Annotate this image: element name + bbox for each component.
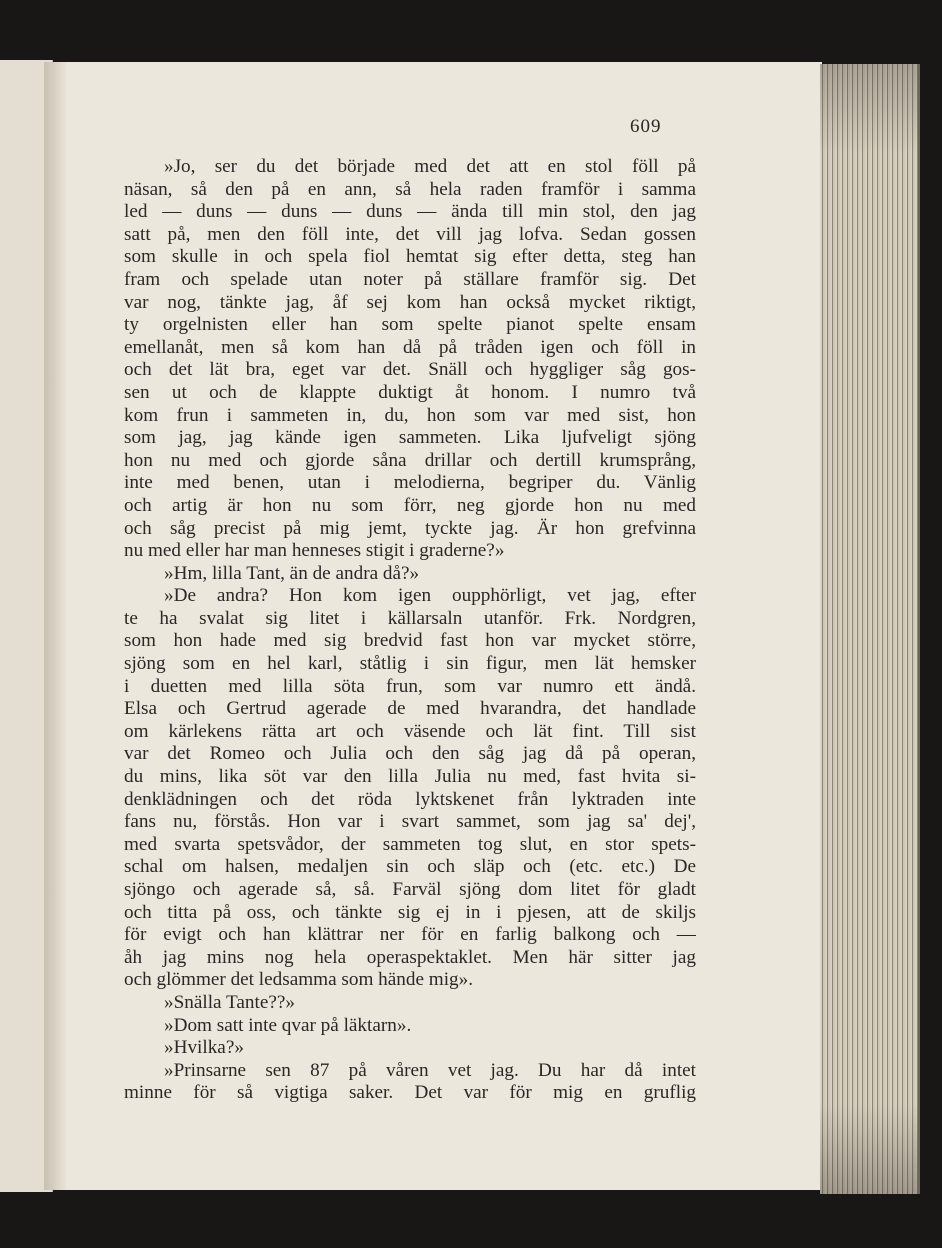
text-line: sjöng som en hel karl, ståtlig i sin figur, men lät hemsker <box>124 653 696 675</box>
text-line: var det Romeo och Julia och den såg jag då på operan, <box>124 743 696 765</box>
text-line: och såg precist på mig jemt, tyckte jag. Är hon grefvinna <box>124 517 696 539</box>
text-line: inte med benen, utan i melodierna, begriper du. Vänlig <box>124 472 696 494</box>
text-line: kom frun i sammeten in, du, hon som var med sist, hon <box>124 404 696 426</box>
text-line: och glömmer det ledsamma som hände mig». <box>124 969 474 991</box>
text-line: denklädningen och det röda lyktskenet från lyktraden inte <box>124 788 696 810</box>
text-line: »Hvilka?» <box>164 1037 244 1059</box>
text-line: led — duns — duns — duns — ända till min stol, den jag <box>124 201 696 223</box>
text-line: som hon hade med sig bredvid fast hon var mycket större, <box>124 630 696 652</box>
text-line: och det lät bra, eget var det. Snäll och hyggliger såg gos- <box>124 359 696 381</box>
text-line: emellanåt, men så kom han då på tråden igen och föll in <box>124 336 696 358</box>
text-line: om kärlekens rätta art och väsende och lät fint. Till sist <box>124 720 696 742</box>
text-line: »Prinsarne sen 87 på våren vet jag. Du har då intet <box>164 1059 696 1081</box>
body-text <box>124 156 696 1105</box>
text-line: fans nu, förstås. Hon var i svart sammet, som jag sa' dej', <box>124 811 696 833</box>
text-line: med svarta spetsvådor, der sammeten tog slut, en stor spets- <box>124 833 696 855</box>
text-line: »Jo, ser du det började med det att en stol föll på <box>164 156 696 177</box>
text-line: schal om halsen, medaljen sin och släp och (etc. etc.) De <box>124 856 696 878</box>
page-stack-shadow <box>820 64 918 1194</box>
text-line: som skulle in och spela fiol hemtat sig efter detta, steg han <box>124 246 696 268</box>
text-line: sen ut och de klappte duktigt åt honom. I numro två <box>124 381 696 403</box>
text-line: och titta på oss, och tänkte sig ej in i pjesen, att de skiljs <box>124 901 696 923</box>
text-line: »Snälla Tante??» <box>164 991 295 1013</box>
text-line: näsan, så den på en ann, så hela raden framför i samma <box>124 178 696 200</box>
text-line: minne för så vigtiga saker. Det var för mig en gruflig <box>124 1082 696 1104</box>
text-line: Elsa och Gertrud agerade de med hvarandra, det handlade <box>124 698 696 720</box>
text-line: satt på, men den föll inte, det vill jag lofva. Sedan gossen <box>124 223 696 245</box>
text-line: fram och spelade utan noter på ställare framför sig. Det <box>124 268 696 290</box>
text-line: och artig är hon nu som förr, neg gjorde hon nu med <box>124 494 696 516</box>
text-line: te ha svalat sig litet i källarsaln utanför. Frk. Nordgren, <box>124 607 696 629</box>
text-line: ty orgelnisten eller han som spelte pianot spelte ensam <box>124 314 696 336</box>
text-line: för evigt och han klättrar ner för en farlig balkong och — <box>124 924 696 946</box>
text-line: åh jag mins nog hela operaspektaklet. Men här sitter jag <box>124 946 696 968</box>
text-line: hon nu med och gjorde såna drillar och dertill krumsprång, <box>124 449 696 471</box>
text-line: sjöngo och agerade så, så. Farväl sjöng dom litet för gladt <box>124 879 696 900</box>
page-number: 609 <box>630 116 662 137</box>
text-line: »Dom satt inte qvar på läktarn». <box>164 1014 412 1036</box>
text-line: »Hm, lilla Tant, än de andra då?» <box>164 562 420 584</box>
text-line: som jag, jag kände igen sammeten. Lika ljufveligt sjöng <box>124 427 696 449</box>
text-line: var nog, tänkte jag, åf sej kom han också mycket riktigt, <box>124 291 696 313</box>
text-line: i duetten med lilla söta frun, som var numro ett ändå. <box>124 675 696 697</box>
text-line: »De andra? Hon kom igen oupphörligt, vet jag, efter <box>164 585 696 607</box>
text-line: du mins, lika söt var den lilla Julia nu med, fast hvita si- <box>124 766 696 788</box>
text-line: nu med eller har man henneses stigit i graderne?» <box>124 540 505 562</box>
